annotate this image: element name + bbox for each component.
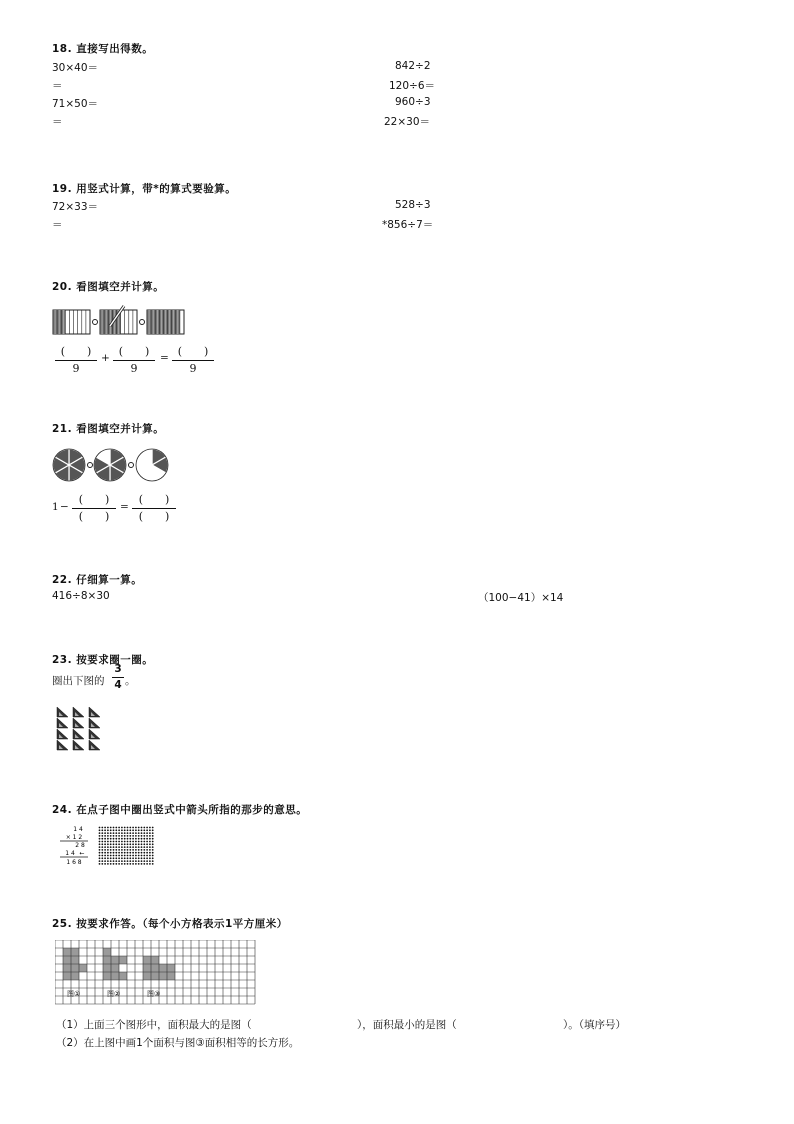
q18-row3-left: 71×50＝ bbox=[52, 98, 99, 110]
q18-row2-right: 120÷6＝ bbox=[389, 80, 436, 92]
q24-vertical-calc bbox=[56, 824, 96, 866]
q21-f1-num: ( ) bbox=[78, 493, 110, 506]
q25-grid-figure bbox=[55, 940, 261, 1005]
q19-row2-right: *856÷7＝ bbox=[382, 219, 434, 231]
q23-prefix: 圈出下图的 bbox=[52, 675, 105, 687]
q23-fraction-num: 3 bbox=[114, 663, 122, 675]
q20-bars-figure bbox=[52, 304, 192, 340]
q24-dot-grid bbox=[98, 826, 156, 866]
q20-f2-num: ( ) bbox=[118, 345, 150, 358]
q18-row4-right: 22×30＝ bbox=[384, 116, 431, 128]
q23-triangles-figure bbox=[56, 706, 106, 752]
q24-r5: 1 6 8 bbox=[66, 859, 82, 866]
q20-equals: = bbox=[160, 352, 169, 364]
q22-left-expression: 416÷8×30 bbox=[52, 590, 110, 602]
q18-row2-left: ＝ bbox=[52, 80, 63, 92]
q24-title: 24. 在点子图中圈出竖式中箭头所指的那步的意思。 bbox=[52, 804, 308, 816]
q24-r1: 1 4 bbox=[73, 826, 83, 833]
q20-f1-num: ( ) bbox=[60, 345, 92, 358]
q21-fraction-1 bbox=[72, 493, 116, 524]
q19-row2-left: ＝ bbox=[52, 219, 63, 231]
q18-title: 18. 直接写出得数。 bbox=[52, 43, 154, 55]
q21-f2-den: ( ) bbox=[138, 510, 170, 523]
q20-f3-den: 9 bbox=[189, 362, 197, 375]
q20-fraction-1 bbox=[55, 345, 97, 376]
q25-sub1-part-a: （1）上面三个图形中，面积最大的是图（ bbox=[56, 1019, 252, 1031]
q20-title: 20. 看图填空并计算。 bbox=[52, 281, 165, 293]
q25-fig-label-2: 图② bbox=[107, 990, 121, 998]
q25-sub2: （2）在上图中画1个面积与图③面积相等的长方形。 bbox=[56, 1037, 300, 1049]
q21-f2-num: ( ) bbox=[138, 493, 170, 506]
q21-circles-figure bbox=[50, 446, 180, 484]
q22-right-expression: （100−41）×14 bbox=[478, 592, 564, 604]
q25-title: 25. 按要求作答。（每个小方格表示1平方厘米） bbox=[52, 918, 288, 930]
q25-fig-label-1: 图① bbox=[67, 990, 81, 998]
q20-fraction-2 bbox=[113, 345, 155, 376]
q20-f2-den: 9 bbox=[130, 362, 138, 375]
q19-title: 19. 用竖式计算，带*的算式要验算。 bbox=[52, 183, 237, 195]
q21-minus: − bbox=[60, 501, 69, 513]
q23-title: 23. 按要求圈一圈。 bbox=[52, 654, 154, 666]
q18-row4-left: ＝ bbox=[52, 116, 63, 128]
q24-r3: 2 8 bbox=[75, 842, 85, 849]
q25-fig-label-3: 图③ bbox=[147, 990, 161, 998]
q18-row1-right: 842÷2 bbox=[395, 60, 431, 72]
q23-fraction bbox=[112, 663, 124, 692]
q18-row3-right: 960÷3 bbox=[395, 96, 431, 108]
q24-arrow: ← bbox=[79, 850, 85, 857]
q20-f3-num: ( ) bbox=[177, 345, 209, 358]
q24-r2: × 1 2 bbox=[65, 834, 83, 841]
q19-row1-right: 528÷3 bbox=[395, 199, 431, 211]
q25-sub1-part-b: ），面积最小的是图（ bbox=[357, 1019, 457, 1031]
q21-f1-den: ( ) bbox=[78, 510, 110, 523]
q20-plus: + bbox=[101, 352, 110, 364]
q23-suffix: 。 bbox=[125, 675, 136, 687]
q18-row1-left: 30×40＝ bbox=[52, 62, 99, 74]
q21-fraction-2 bbox=[132, 493, 176, 524]
q25-sub1-part-c: ）。（填序号） bbox=[563, 1019, 626, 1031]
q22-title: 22. 仔细算一算。 bbox=[52, 574, 143, 586]
q23-fraction-den: 4 bbox=[114, 679, 122, 691]
q21-equals: = bbox=[120, 501, 129, 513]
q20-fraction-3 bbox=[172, 345, 214, 376]
q21-title: 21. 看图填空并计算。 bbox=[52, 423, 165, 435]
q24-r4: 1 4 bbox=[65, 850, 75, 857]
q20-f1-den: 9 bbox=[72, 362, 80, 375]
q21-one: 1 bbox=[52, 501, 59, 513]
q19-row1-left: 72×33＝ bbox=[52, 201, 99, 213]
